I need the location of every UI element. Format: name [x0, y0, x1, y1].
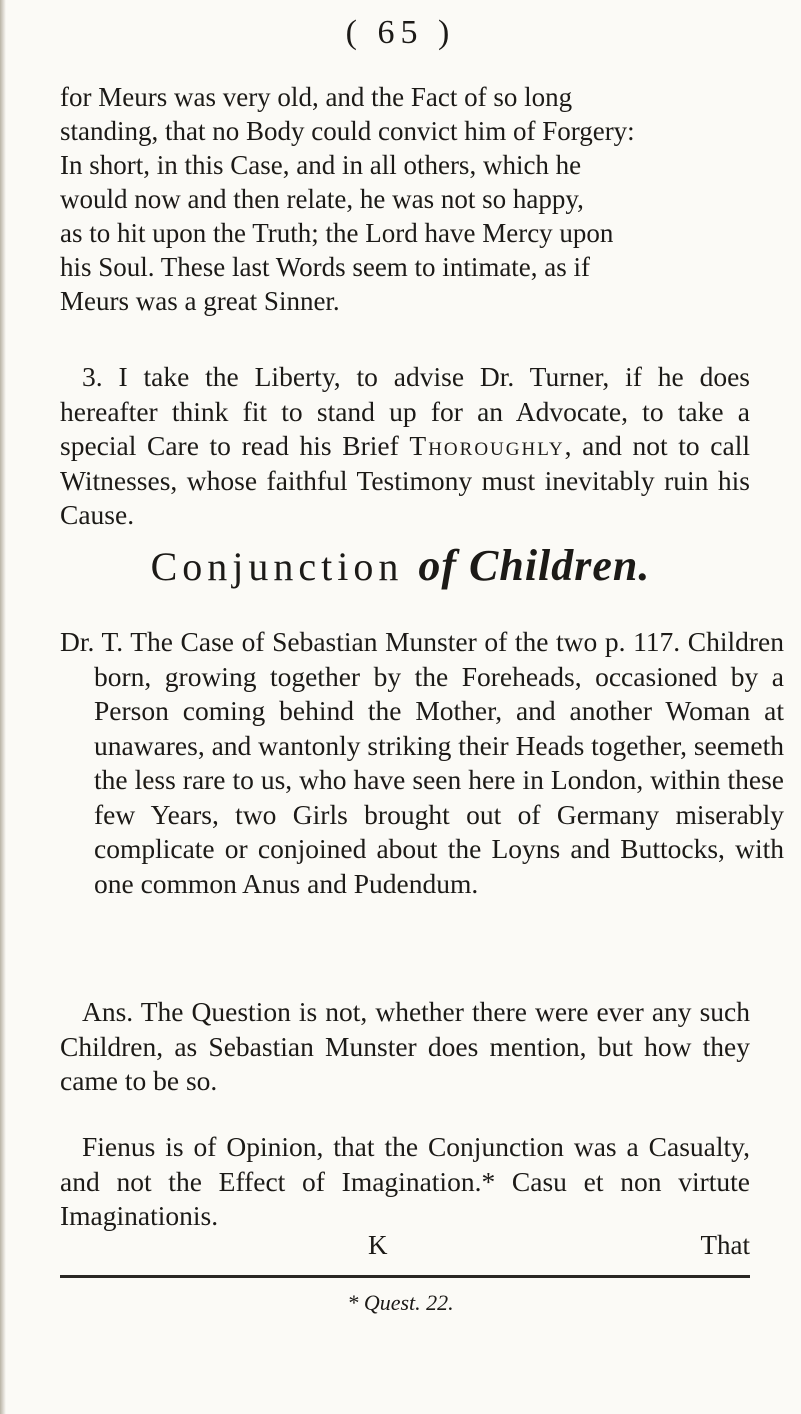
signature-mark: K — [368, 1230, 388, 1260]
paragraph-dr-turner: Dr. T. The Case of Sebastian Munster of the two p. 117. Children born, growing together by the Foreheads, occasioned by a Person coming behind the Mother, and another Woman at unawares, and wantonly striking their Heads together, seemeth the less rare to us, who have seen here in London, within these few Years, two Girls brought out of Germany miserably complicate or conjoined about the Loyns and Buttocks, with one common Anus and Pudendum. — [60, 626, 785, 899]
page-number: ( 65 ) — [345, 14, 456, 51]
text-line: standing, that no Body could convict him of Forgery: — [60, 116, 635, 146]
text-line: would now and then relate, he was not so happy, — [60, 184, 584, 214]
paragraph-3: 3. I take the Liberty, to advise Dr. Turner, if he does hereafter think fit to stand up for an Advocate, to take a special Care to read his Brief Thoroughly, and not to call Witnesses, whose faithful Testimony must inevitably ruin his Cause. — [60, 361, 750, 530]
catchword: That — [700, 1230, 750, 1260]
text-line: his Soul. These last Words seem to intimate, as if — [60, 252, 591, 282]
page-edge — [0, 0, 6, 1414]
text-line: as to hit upon the Truth; the Lord have Mercy upon — [60, 218, 614, 248]
text-line: Meurs was a great Sinner. — [60, 286, 340, 316]
footnote-rule — [60, 1275, 750, 1278]
paragraph-fienus: Fienus is of Opinion, that the Conjunction was a Casualty, and not the Effect of Imagination.* Casu et non virtute Imaginationis. — [60, 1131, 750, 1231]
text-line: In short, in this Case, and in all others, which he — [60, 150, 582, 180]
footnote: * Quest. 22. — [347, 1290, 454, 1315]
section-heading: Conjunction of Children. — [150, 541, 651, 590]
paragraph-answer: Ans. The Question is not, whether there were ever any such Children, as Sebastian Munster does mention, but how they came to be so. — [60, 996, 750, 1096]
text-line: for Meurs was very old, and the Fact of so long — [60, 82, 573, 112]
